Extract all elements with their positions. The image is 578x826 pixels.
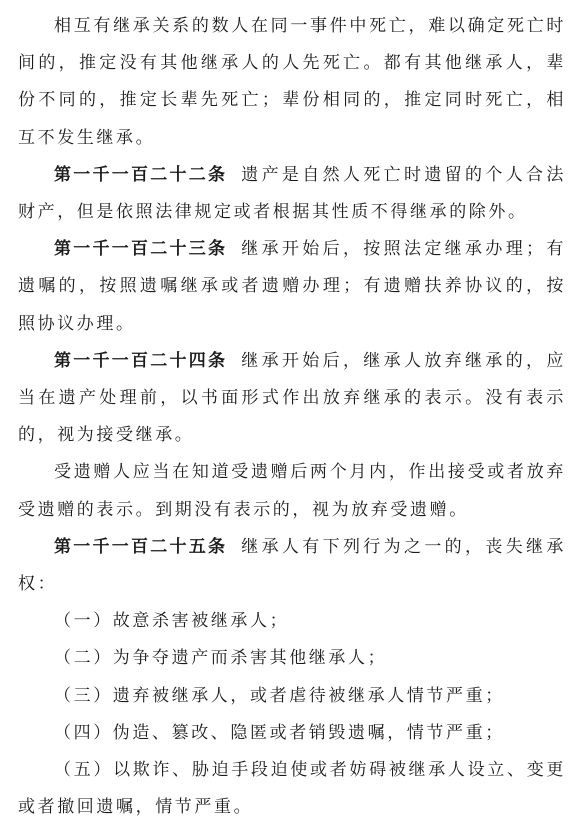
- article-1122: [18, 157, 566, 231]
- article-text: 继承开始后，按照法定继承办理；有遗嘱的，按照遗嘱继承或者遗赠办理；有遗赠扶养协议的，按照协议办理。: [18, 239, 566, 334]
- article-number: 第一千一百二十五条: [54, 536, 228, 557]
- article-text: 继承开始后，继承人放弃继承的，应当在遗产处理前，以书面形式作出放弃继承的表示。没有表示的，视为接受继承。: [18, 350, 566, 446]
- list-item: （一）故意杀害被继承人；: [54, 611, 290, 632]
- paragraph-simultaneous-death: [18, 8, 566, 157]
- document-page: [18, 8, 566, 826]
- article-number: 第一千一百二十二条: [54, 164, 228, 185]
- paragraph-text: 相互有继承关系的数人在同一事件中死亡，难以确定死亡时间的，推定没有其他继承人的人先死亡。都有其他继承人，辈份不同的，推定长辈先死亡；辈份相同的，推定同时死亡，相互不发生继承。: [18, 16, 566, 148]
- article-1124: [18, 343, 566, 455]
- list-item: （四）伪造、篡改、隐匿或者销毁遗嘱，情节严重；: [54, 722, 505, 743]
- list-item: （二）为争夺遗产而杀害其他继承人；: [54, 648, 388, 669]
- paragraph-bequest-acceptance: [18, 454, 566, 528]
- article-text: 继承人有下列行为之一的，丧失继承权：: [18, 536, 566, 595]
- list-item: （三）遗弃被继承人，或者虐待被继承人情节严重；: [54, 685, 505, 706]
- article-text: 遗产是自然人死亡时遗留的个人合法财产，但是依照法律规定或者根据其性质不得继承的除外。: [18, 164, 566, 223]
- paragraph-text: 受遗赠人应当在知道受遗赠后两个月内，作出接受或者放弃受遗赠的表示。到期没有表示的，视为放弃受遗赠。: [18, 462, 566, 520]
- article-number: 第一千一百二十四条: [54, 350, 228, 371]
- list-item: （五）以欺诈、胁迫手段迫使或者妨碍被继承人设立、变更或者撤回遗嘱，情节严重。: [18, 760, 566, 818]
- article-number: 第一千一百二十三条: [54, 239, 228, 260]
- article-1125: [18, 529, 566, 603]
- article-1123: [18, 231, 566, 343]
